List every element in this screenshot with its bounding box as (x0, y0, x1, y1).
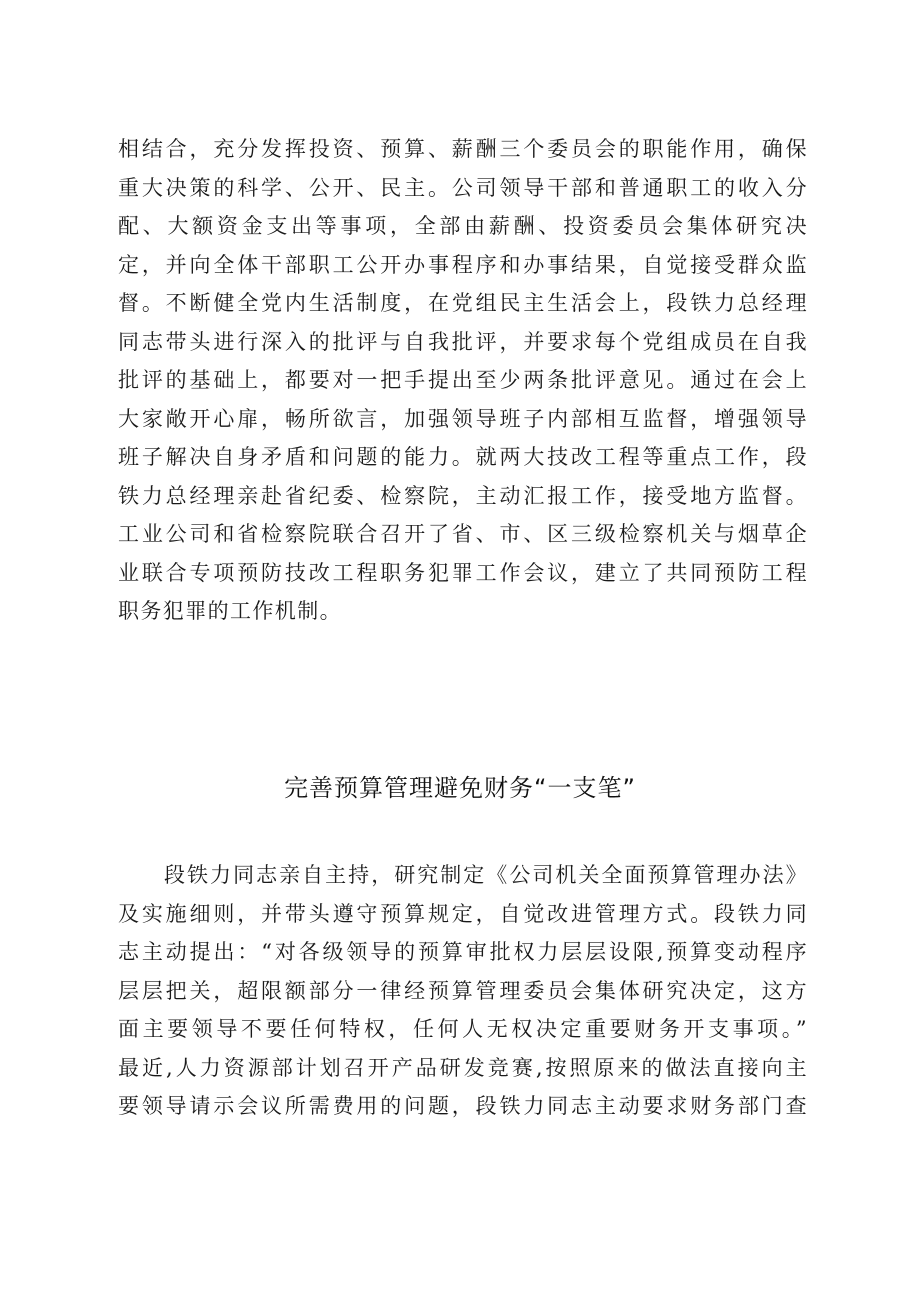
text-line: 业联合专项预防技改工程职务犯罪工作会议，建立了共同预防工程 (118, 560, 808, 585)
text-line: 同志带头进行深入的批评与自我批评，并要求每个党组成员在自我 (118, 329, 808, 354)
text-line: 职务犯罪的工作机制。 (118, 599, 342, 623)
text-line: 最近,人力资源部计划召开产品研发竞赛,按照原来的做法直接向主 (118, 1055, 808, 1080)
text-line: 重大决策的科学、公开、民主。公司领导干部和普通职工的收入分 (118, 175, 808, 200)
text-line: 批评的基础上，都要对一把手提出至少两条批评意见。通过在会上 (118, 368, 808, 392)
text-line-first: 段铁力同志亲自主持，研究制定《公司机关全面预算管理办法》 (164, 863, 808, 887)
text-line: 班子解决自身矛盾和问题的能力。就两大技改工程等重点工作，段 (118, 445, 808, 469)
text-line: 定，并向全体干部职工公开办事程序和办事结果，自觉接受群众监 (118, 252, 808, 277)
text-line: 配、大额资金支出等事项，全部由薪酬、投资委员会集体研究决 (118, 214, 808, 238)
paragraph-budget (118, 856, 808, 1126)
text-line: 要领导请示会议所需费用的问题，段铁力同志主动要求财务部门查 (118, 1094, 808, 1118)
text-line: 层层把关，超限额部分一律经预算管理委员会集体研究决定，这方 (118, 978, 808, 1003)
text-line: 工业公司和省检察院联合召开了省、市、区三级检察机关与烟草企 (118, 522, 808, 546)
text-line: 督。不断健全党内生活制度，在党组民主生活会上，段铁力总经理 (118, 291, 808, 315)
text-line: 相结合，充分发挥投资、预算、薪酬三个委员会的职能作用，确保 (118, 137, 808, 161)
text-line: 面主要领导不要任何特权，任何人无权决定重要财务开支事项。” (118, 1017, 808, 1041)
text-line: 及实施细则，并带头遵守预算规定，自觉改进管理方式。段铁力同 (118, 901, 808, 926)
text-line: 大家敞开心扉，畅所欲言，加强领导班子内部相互监督，增强领导 (118, 406, 808, 431)
paragraph-continued (118, 130, 808, 631)
section-heading: 完善预算管理避免财务“一支笔” (284, 774, 636, 802)
text-line: 铁力总经理亲赴省纪委、检察院，主动汇报工作，接受地方监督。 (118, 483, 808, 508)
text-line: 志主动提出：“对各级领导的预算审批权力层层设限,预算变动程序 (118, 940, 808, 964)
